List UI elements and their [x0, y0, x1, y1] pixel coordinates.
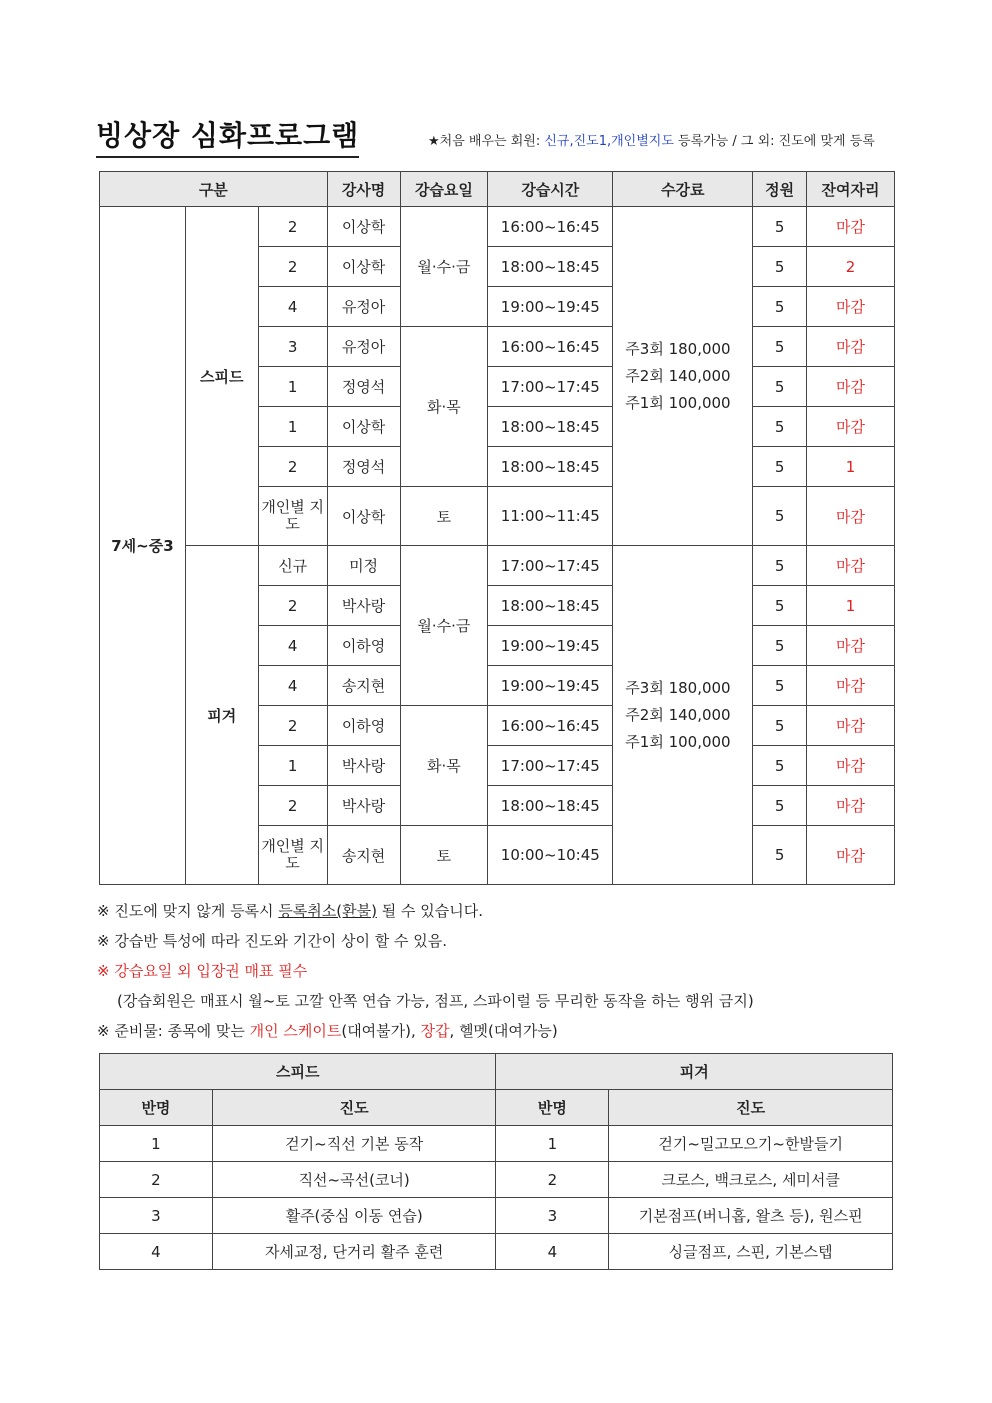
header-fee: 수강료: [613, 172, 753, 207]
level-cell: 1: [258, 367, 327, 407]
note-highlight: 신규,진도1,개인별지도: [544, 134, 674, 149]
time-cell: 17:00~17:45: [488, 367, 613, 407]
class-no: 4: [100, 1234, 213, 1270]
page-title: 빙상장 심화프로그램: [96, 114, 359, 158]
days-cell: 화·목: [400, 706, 488, 826]
time-cell: 11:00~11:45: [488, 487, 613, 546]
col-progress: 진도: [609, 1090, 893, 1126]
teacher-cell: 정영석: [327, 367, 400, 407]
time-cell: 18:00~18:45: [488, 786, 613, 826]
fee-line: 주3회 180,000: [625, 678, 731, 697]
header-time: 강습시간: [488, 172, 613, 207]
progress-desc: 활주(중심 이동 연습): [212, 1198, 496, 1234]
teacher-cell: 이상학: [327, 487, 400, 546]
time-cell: 10:00~10:45: [488, 826, 613, 885]
days-cell: 월·수·금: [400, 546, 488, 706]
fee-line: 주1회 100,000: [625, 732, 731, 751]
progress-desc: 직선~곡선(코너): [212, 1162, 496, 1198]
remaining-cell: 마감: [807, 327, 895, 367]
remaining-cell: 마감: [807, 207, 895, 247]
level-cell: 2: [258, 447, 327, 487]
level-cell: 2: [258, 207, 327, 247]
capacity-cell: 5: [753, 746, 807, 786]
level-cell: 개인별 지도: [258, 826, 327, 885]
class-no: 4: [496, 1234, 609, 1270]
header-capacity: 정원: [753, 172, 807, 207]
levels-table: [99, 1053, 893, 1270]
remaining-cell: 1: [807, 586, 895, 626]
notes-section: [97, 896, 897, 1046]
header-category: 구분: [100, 172, 328, 207]
teacher-cell: 송지현: [327, 826, 400, 885]
level-cell: 3: [258, 327, 327, 367]
level-cell: 4: [258, 666, 327, 706]
note-text: , 헬멧(대여가능): [449, 1022, 558, 1040]
capacity-cell: 5: [753, 786, 807, 826]
levels-speed-header: 스피드: [100, 1054, 496, 1090]
remaining-cell: 마감: [807, 626, 895, 666]
level-cell: 신규: [258, 546, 327, 586]
age-group: 7세~중3: [100, 207, 186, 885]
remaining-cell: 2: [807, 247, 895, 287]
note-supplies: [97, 1016, 897, 1046]
fee-figure: [613, 546, 753, 885]
level-cell: 4: [258, 626, 327, 666]
note-underline: 등록취소(환불): [278, 902, 377, 920]
note-highlight: 개인 스케이트: [249, 1022, 342, 1040]
capacity-cell: 5: [753, 666, 807, 706]
capacity-cell: 5: [753, 626, 807, 666]
remaining-cell: 마감: [807, 487, 895, 546]
time-cell: 19:00~19:45: [488, 626, 613, 666]
class-no: 1: [496, 1126, 609, 1162]
progress-desc: 싱글점프, 스핀, 기본스텝: [609, 1234, 893, 1270]
schedule-table: [99, 171, 895, 885]
teacher-cell: 이상학: [327, 247, 400, 287]
days-cell: 화·목: [400, 327, 488, 487]
time-cell: 18:00~18:45: [488, 447, 613, 487]
capacity-cell: 5: [753, 487, 807, 546]
levels-header-row: [100, 1054, 893, 1090]
teacher-cell: 이하영: [327, 706, 400, 746]
time-cell: 16:00~16:45: [488, 207, 613, 247]
level-cell: 2: [258, 247, 327, 287]
class-no: 2: [100, 1162, 213, 1198]
remaining-cell: 마감: [807, 367, 895, 407]
days-cell: 토: [400, 487, 488, 546]
note-text: (대여불가),: [341, 1022, 421, 1040]
time-cell: 18:00~18:45: [488, 407, 613, 447]
category-speed: 스피드: [185, 207, 258, 546]
note-suffix: 등록가능 / 그 외: 진도에 맞게 등록: [673, 134, 875, 149]
level-cell: 개인별 지도: [258, 487, 327, 546]
teacher-cell: 이하영: [327, 626, 400, 666]
col-class: 반명: [496, 1090, 609, 1126]
level-cell: 4: [258, 287, 327, 327]
capacity-cell: 5: [753, 546, 807, 586]
note-period: ※ 강습반 특성에 따라 진도와 기간이 상이 할 수 있음.: [97, 932, 448, 950]
capacity-cell: 5: [753, 247, 807, 287]
time-cell: 17:00~17:45: [488, 546, 613, 586]
time-cell: 17:00~17:45: [488, 746, 613, 786]
capacity-cell: 5: [753, 327, 807, 367]
note-ticket-detail: (강습회원은 매표시 월~토 고깔 안쪽 연습 가능, 점프, 스파이럴 등 무리한 동작을 하는 행위 금지): [117, 992, 754, 1010]
note-prefix: ★처음 배우는 회원:: [428, 134, 545, 149]
fee-line: 주1회 100,000: [625, 393, 731, 412]
level-cell: 2: [258, 586, 327, 626]
levels-figure-header: 피겨: [496, 1054, 893, 1090]
note-text: 될 수 있습니다.: [376, 902, 483, 920]
remaining-cell: 마감: [807, 287, 895, 327]
level-cell: 1: [258, 746, 327, 786]
time-cell: 16:00~16:45: [488, 706, 613, 746]
remaining-cell: 마감: [807, 746, 895, 786]
days-cell: 월·수·금: [400, 207, 488, 327]
capacity-cell: 5: [753, 826, 807, 885]
teacher-cell: 미정: [327, 546, 400, 586]
remaining-cell: 1: [807, 447, 895, 487]
capacity-cell: 5: [753, 447, 807, 487]
fee-line: 주2회 140,000: [625, 366, 731, 385]
remaining-cell: 마감: [807, 407, 895, 447]
time-cell: 16:00~16:45: [488, 327, 613, 367]
teacher-cell: 박사랑: [327, 746, 400, 786]
header-days: 강습요일: [400, 172, 488, 207]
time-cell: 19:00~19:45: [488, 666, 613, 706]
class-no: 2: [496, 1162, 609, 1198]
note-refund: [97, 896, 897, 926]
teacher-cell: 유정아: [327, 327, 400, 367]
note-ticket: ※ 강습요일 외 입장권 매표 필수: [97, 962, 308, 980]
note-text: ※ 준비물: 종목에 맞는: [97, 1022, 250, 1040]
levels-subheader-row: [100, 1090, 893, 1126]
teacher-cell: 박사랑: [327, 786, 400, 826]
fee-line: 주2회 140,000: [625, 705, 731, 724]
teacher-cell: 박사랑: [327, 586, 400, 626]
days-cell: 토: [400, 826, 488, 885]
remaining-cell: 마감: [807, 666, 895, 706]
note-text: ※ 진도에 맞지 않게 등록시: [97, 902, 279, 920]
table-row: [100, 1126, 893, 1162]
table-row: [100, 1198, 893, 1234]
class-no: 3: [496, 1198, 609, 1234]
capacity-cell: 5: [753, 207, 807, 247]
progress-desc: 걷기~직선 기본 동작: [212, 1126, 496, 1162]
time-cell: 19:00~19:45: [488, 287, 613, 327]
col-progress: 진도: [212, 1090, 496, 1126]
level-cell: 1: [258, 407, 327, 447]
col-class: 반명: [100, 1090, 213, 1126]
time-cell: 18:00~18:45: [488, 247, 613, 287]
teacher-cell: 이상학: [327, 407, 400, 447]
table-row: [100, 546, 895, 586]
capacity-cell: 5: [753, 586, 807, 626]
fee-speed: [613, 207, 753, 546]
level-cell: 2: [258, 786, 327, 826]
category-figure: 피겨: [185, 546, 258, 885]
table-row: [100, 1162, 893, 1198]
progress-desc: 걷기~밀고모으기~한발들기: [609, 1126, 893, 1162]
teacher-cell: 정영석: [327, 447, 400, 487]
level-cell: 2: [258, 706, 327, 746]
remaining-cell: 마감: [807, 706, 895, 746]
class-no: 1: [100, 1126, 213, 1162]
progress-desc: 기본점프(버니홉, 왈츠 등), 원스핀: [609, 1198, 893, 1234]
note-highlight: 장갑: [420, 1022, 450, 1040]
remaining-cell: 마감: [807, 546, 895, 586]
teacher-cell: 유정아: [327, 287, 400, 327]
schedule-header-row: [100, 172, 895, 207]
capacity-cell: 5: [753, 407, 807, 447]
header-remaining: 잔여자리: [807, 172, 895, 207]
capacity-cell: 5: [753, 287, 807, 327]
capacity-cell: 5: [753, 706, 807, 746]
progress-desc: 크로스, 백크로스, 세미서클: [609, 1162, 893, 1198]
capacity-cell: 5: [753, 367, 807, 407]
table-row: [100, 1234, 893, 1270]
teacher-cell: 이상학: [327, 207, 400, 247]
remaining-cell: 마감: [807, 786, 895, 826]
progress-desc: 자세교정, 단거리 활주 훈련: [212, 1234, 496, 1270]
remaining-cell: 마감: [807, 826, 895, 885]
class-no: 3: [100, 1198, 213, 1234]
fee-line: 주3회 180,000: [625, 339, 731, 358]
registration-note: [428, 130, 875, 149]
header-teacher: 강사명: [327, 172, 400, 207]
table-row: [100, 207, 895, 247]
time-cell: 18:00~18:45: [488, 586, 613, 626]
teacher-cell: 송지현: [327, 666, 400, 706]
